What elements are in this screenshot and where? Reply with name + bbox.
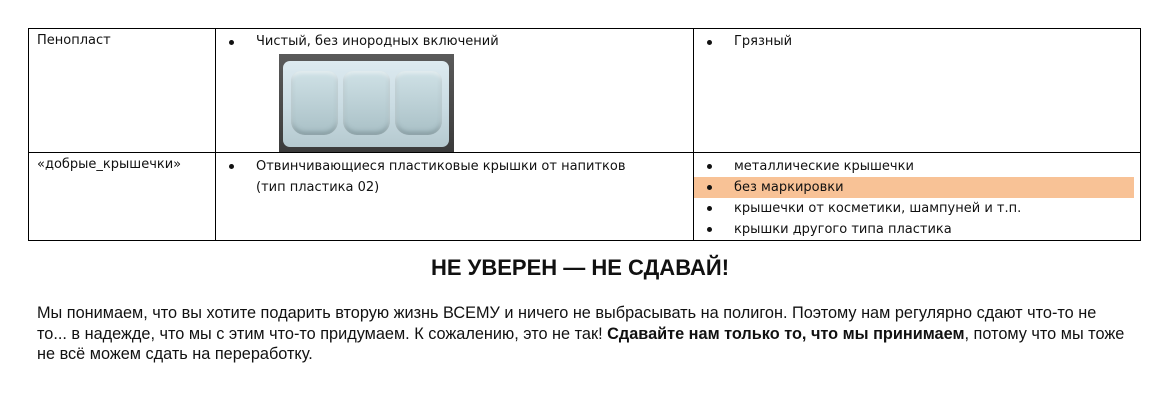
category-label: Пенопласт: [37, 33, 111, 48]
highlighted-list-item: без маркировки: [694, 177, 1134, 198]
list-item: Грязный: [694, 32, 1140, 52]
accepted-list: [216, 153, 693, 198]
category-cell: [29, 153, 216, 241]
bullet-icon: [707, 185, 712, 190]
warning-heading: НЕ УВЕРЕН — НЕ СДАВАЙ!: [430, 255, 730, 280]
bullet-icon: [707, 40, 712, 45]
bullet-icon: [229, 164, 234, 169]
accepted-list: [216, 29, 693, 52]
list-item: Отвинчивающиеся пластиковые крышки от напитков (тип пластика 02): [216, 156, 693, 198]
accepted-cell: [216, 29, 694, 153]
list-item: крышки другого типа пластика: [694, 219, 1140, 240]
foam-tray: [283, 61, 449, 147]
list-item: крышечки от косметики, шампуней и т.п.: [694, 198, 1140, 219]
list-item: металлические крышечки: [694, 156, 1140, 177]
bullet-icon: [707, 227, 712, 232]
sorting-rules-table: [28, 28, 1141, 241]
rejected-list: [694, 153, 1140, 240]
table-row: [29, 153, 1141, 241]
bullet-icon: [229, 40, 234, 45]
accepted-cell: [216, 153, 694, 241]
table-row: [29, 29, 1141, 153]
rejected-cell: [694, 29, 1141, 153]
bullet-icon: [707, 164, 712, 169]
bullet-icon: [707, 206, 712, 211]
list-item: Чистый, без инородных включений: [216, 32, 693, 52]
explanation-paragraph: Мы понимаем, что вы хотите подарить вторую жизнь ВСЕМУ и ничего не выбрасывать на полигон. Поэтому нам регулярно сдают что-то не то... в надежде, что мы с этим что-то придумаем. К сожалению, это не так! Сдавайте нам только то, что мы принимаем, потому что мы тоже не всё можем сдать на переработку.: [37, 304, 1125, 363]
rejected-cell: [694, 153, 1141, 241]
foam-tray-photo: [279, 54, 454, 152]
rejected-list: [694, 29, 1140, 52]
emphasis-text: Сдавайте нам только то, что мы принимаем: [607, 324, 965, 343]
category-label: «добрые_крышечки»: [37, 157, 182, 172]
category-cell: [29, 29, 216, 153]
